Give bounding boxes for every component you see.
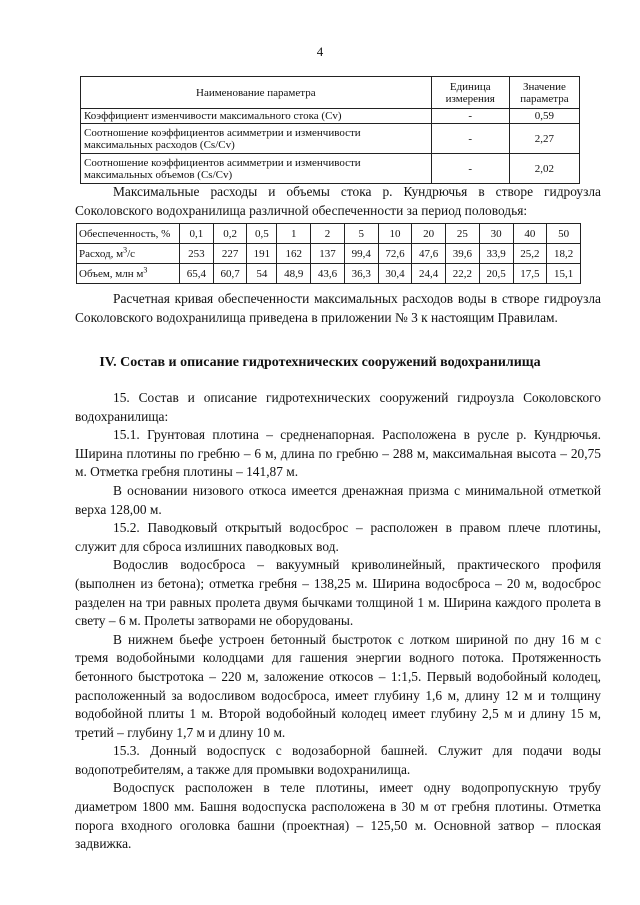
volume-cell: 43,6 bbox=[311, 264, 345, 284]
table-row bbox=[81, 154, 580, 184]
parameter-table bbox=[80, 76, 580, 184]
table-row bbox=[77, 244, 581, 264]
volume-cell: 48,9 bbox=[277, 264, 311, 284]
table-row bbox=[81, 124, 580, 154]
volume-cell: 54 bbox=[247, 264, 277, 284]
header-parameter-name: Наименование параметра bbox=[81, 77, 432, 109]
flow-cell: 39,6 bbox=[446, 244, 480, 264]
param-value: 2,27 bbox=[509, 124, 579, 154]
row-label-volume bbox=[77, 264, 180, 284]
prob-cell: 10 bbox=[378, 224, 412, 244]
paragraph-15: 15. Состав и описание гидротехнических сооружений гидроузла Соколовского водохранилища: bbox=[75, 390, 601, 424]
header-value: Значение параметра bbox=[509, 77, 579, 109]
flow-cell: 25,2 bbox=[513, 244, 547, 264]
volume-cell: 36,3 bbox=[344, 264, 378, 284]
param-unit: - bbox=[431, 109, 509, 124]
prob-cell: 0,5 bbox=[247, 224, 277, 244]
flow-cell: 253 bbox=[180, 244, 214, 264]
prob-cell: 0,1 bbox=[180, 224, 214, 244]
page-number: 4 bbox=[316, 44, 324, 59]
row-label-probability: Обеспеченность, % bbox=[77, 224, 180, 244]
volume-cell: 24,4 bbox=[412, 264, 446, 284]
flow-cell: 47,6 bbox=[412, 244, 446, 264]
volume-label-text: Объем, млн м bbox=[79, 267, 144, 280]
flow-cell: 99,4 bbox=[344, 244, 378, 264]
param-name: Соотношение коэффициентов асимметрии и изменчивости максимальных объемов (Cs/Cv) bbox=[81, 154, 432, 184]
flow-cell: 191 bbox=[247, 244, 277, 264]
param-name: Соотношение коэффициентов асимметрии и изменчивости максимальных расходов (Cs/Cv) bbox=[81, 124, 432, 154]
flow-label-text: Расход, м bbox=[79, 247, 124, 260]
flow-label-unit: /с bbox=[127, 247, 136, 260]
paragraph-tailwater: В нижнем бьефе устроен бетонный быстроток с лотком шириной по дну 16 м с тремя водобойными колодцами для гашения энергии водного потока. Протяженность бетонного быстротока – 220 м, заложение откосов – 1:1,5. Первый водобойный колодец, расположенный за водосливом водосброса, имеет глубину 1,6 м, длину 12 м и толщину водобойной плиты 1 м. Второй водобойный колодец имеет глубину 2,5 м и длину 15 м, третий – глубину 1,7 м и длину 10 м. bbox=[75, 631, 601, 740]
paragraph-spillway: Водослив водосброса – вакуумный криволинейный, практического профиля (выполнен из бетона); отметка гребня – 138,25 м. Ширина водосброса – 20 м, водосброс разделен на три равных пролета двумя бычками толщиной 1 м. Ширина каждого пролета в свету – 6 м. Пролеты затворами не оборудованы. bbox=[75, 557, 601, 629]
paragraph-15-2: 15.2. Паводковый открытый водосброс – расположен в правом плече плотины, служит для сброса излишних паводковых вод. bbox=[75, 520, 601, 554]
param-value: 0,59 bbox=[509, 109, 579, 124]
flow-cell: 137 bbox=[311, 244, 345, 264]
prob-cell: 50 bbox=[547, 224, 581, 244]
row-label-flow bbox=[77, 244, 180, 264]
flow-cell: 33,9 bbox=[479, 244, 513, 264]
paragraph-drainage: В основании низового откоса имеется дренажная призма с минимальной отметкой верха 128,00 м. bbox=[75, 482, 601, 517]
volume-cell: 20,5 bbox=[479, 264, 513, 284]
table-row bbox=[77, 264, 581, 284]
table-header-row bbox=[81, 77, 580, 109]
table-row bbox=[81, 109, 580, 124]
paragraph-outlet: Водоспуск расположен в теле плотины, имеет одну водопропускную трубу диаметром 1800 мм. Башня водоспуска расположена в 30 м от гребня плотины. Отметка порога входного оголовка башни (проектная) – 125,50 м. Основной затвор – плоская задвижка. bbox=[75, 780, 601, 852]
volume-cell: 22,2 bbox=[446, 264, 480, 284]
paragraph-15-1: 15.1. Грунтовая плотина – средненапорная. Расположена в русле р. Кундрючья. Ширина плотины по гребню – 6 м, длина по гребню – 288 м, максимальная высота – 20,75 м. Отметка гребня плотины – 141,87 м. bbox=[75, 427, 601, 480]
table-row bbox=[77, 224, 581, 244]
curve-paragraph bbox=[75, 290, 601, 327]
flow-cell: 18,2 bbox=[547, 244, 581, 264]
prob-cell: 0,2 bbox=[213, 224, 247, 244]
paragraph-15-3: 15.3. Донный водоспуск с водозаборной башней. Служит для подачи воды водопотребителям, а также для промывки водохранилища. bbox=[75, 743, 601, 777]
flow-cell: 72,6 bbox=[378, 244, 412, 264]
param-value: 2,02 bbox=[509, 154, 579, 184]
body-text bbox=[75, 389, 601, 854]
flow-cell: 162 bbox=[277, 244, 311, 264]
prob-cell: 20 bbox=[412, 224, 446, 244]
volume-label-sup: 3 bbox=[143, 264, 148, 274]
param-unit: - bbox=[431, 154, 509, 184]
intro-text: Максимальные расходы и объемы стока р. Кундрючья в створе гидроузла Соколовского водохранилища различной обеспеченности за период половодья: bbox=[75, 184, 601, 218]
param-name: Коэффициент изменчивости максимального стока (Cv) bbox=[81, 109, 432, 124]
prob-cell: 2 bbox=[311, 224, 345, 244]
probability-table bbox=[76, 223, 581, 284]
curve-text: Расчетная кривая обеспеченности максимальных расходов воды в створе гидроузла Соколовского водохранилища приведена в приложении № 3 к настоящим Правилам. bbox=[75, 291, 601, 325]
intro-paragraph bbox=[75, 183, 601, 220]
prob-cell: 40 bbox=[513, 224, 547, 244]
param-unit: - bbox=[431, 124, 509, 154]
flow-label-sup: 3 bbox=[123, 244, 128, 254]
flow-cell: 227 bbox=[213, 244, 247, 264]
volume-cell: 17,5 bbox=[513, 264, 547, 284]
volume-cell: 15,1 bbox=[547, 264, 581, 284]
header-unit: Единица измерения bbox=[431, 77, 509, 109]
section-heading: IV. Состав и описание гидротехнических сооружений водохранилища bbox=[99, 355, 541, 370]
volume-cell: 65,4 bbox=[180, 264, 214, 284]
volume-cell: 60,7 bbox=[213, 264, 247, 284]
prob-cell: 1 bbox=[277, 224, 311, 244]
prob-cell: 25 bbox=[446, 224, 480, 244]
prob-cell: 30 bbox=[479, 224, 513, 244]
prob-cell: 5 bbox=[344, 224, 378, 244]
volume-cell: 30,4 bbox=[378, 264, 412, 284]
